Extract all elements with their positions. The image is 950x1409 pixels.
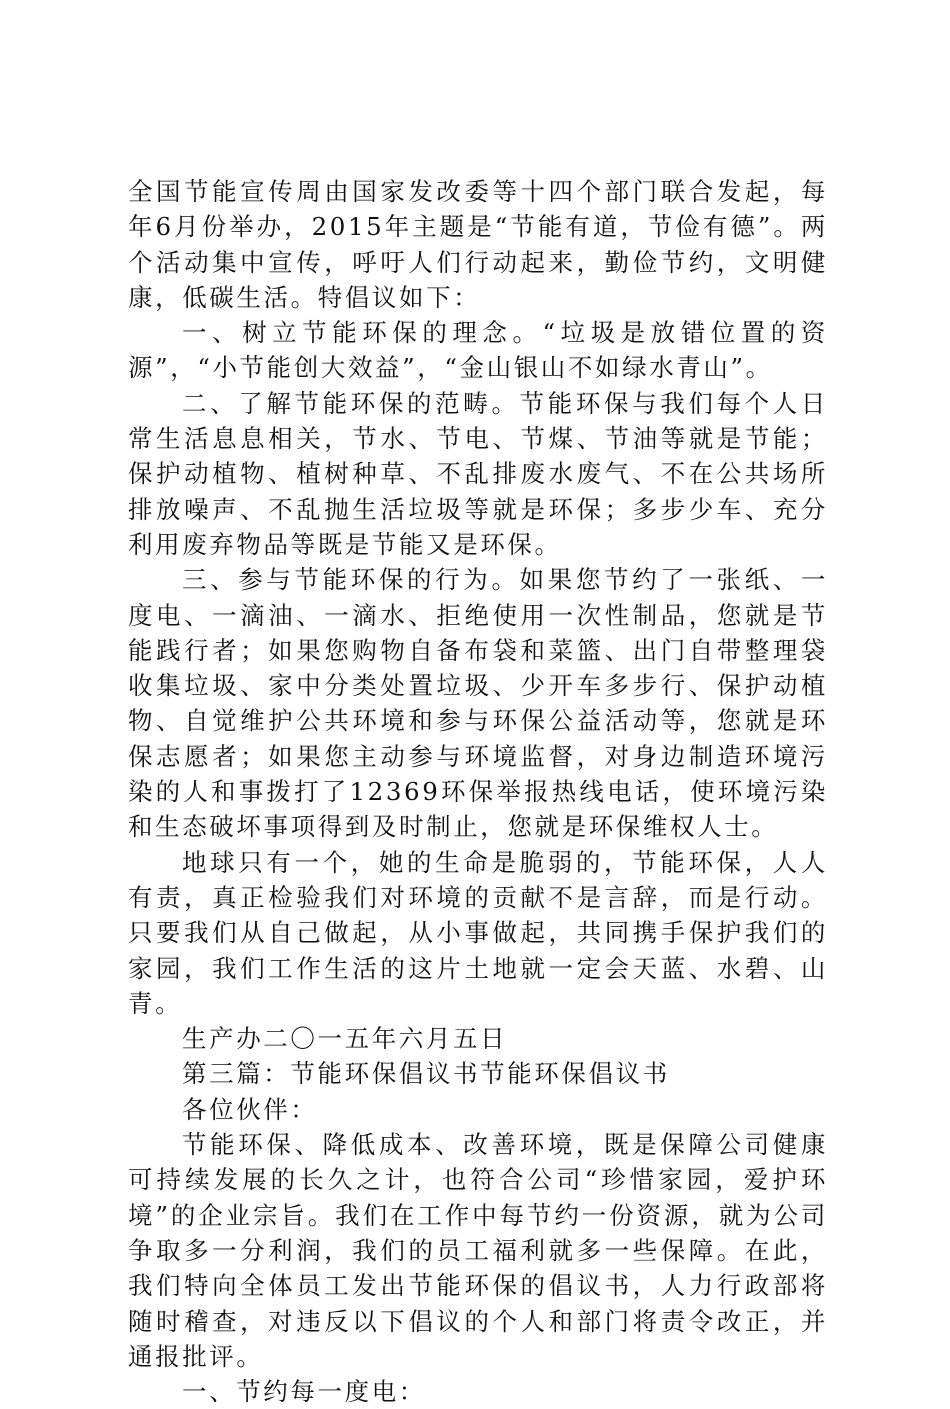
paragraph-item-one-heading: 一、节约每一度电： [182,1377,426,1407]
signature-date: 生产办二〇一五年六月五日 [182,1024,508,1054]
paragraph-point-two: 二、了解节能环保的范畴。节能环保与我们每个人日常生活息息相关，节水、节电、节煤、节油等就是节能；保护动植物、植树种草、不乱排废水废气、不在公共场所排放噪声、不乱抛生活垃圾等就是环保；多步少车、充分利用废弃物品等既是节能又是环保。 [128,388,828,559]
paragraph-intro: 全国节能宣传周由国家发改委等十四个部门联合发起，每年6月份举办，2015年主题是“节能有道，节俭有德”。两个活动集中宣传，呼吁人们行动起来，勤俭节约，文明健康，低碳生活。特倡议如下： [128,177,828,312]
paragraph-point-three: 三、参与节能环保的行为。如果您节约了一张纸、一度电、一滴油、一滴水、拒绝使用一次性制品，您就是节能践行者；如果您购物自备布袋和菜篮、出门自带整理袋收集垃圾、家中分类处置垃圾、少开车多步行、保护动植物、自觉维护公共环境和参与环保公益活动等，您就是环保志愿者；如果您主动参与环境监督，对身边制造环境污染的人和事拨打了12369环保举报热线电话，使环境污染和生态破坏事项得到及时制止，您就是环保维权人士。 [128,565,828,842]
section-title: 第三篇：节能环保倡议书节能环保倡议书 [182,1059,670,1089]
salutation: 各位伙伴： [182,1094,318,1124]
document-body [128,174,828,1409]
paragraph-proposal-intro: 节能环保、降低成本、改善环境，既是保障公司健康可持续发展的长久之计，也符合公司“珍惜家园，爱护环境”的企业宗旨。我们在工作中每节约一份资源，就为公司争取多一分利润，我们的员工福利就多一些保障。在此，我们特向全体员工发出节能环保的倡议书，人力行政部将随时稽查，对违反以下倡议的个人和部门将责令改正，并通报批评。 [128,1130,828,1371]
paragraph-point-one: 一、树立节能环保的理念。“垃圾是放错位置的资源”，“小节能创大效益”，“金山银山不如绿水青山”。 [128,318,828,383]
paragraph-conclusion: 地球只有一个，她的生命是脆弱的，节能环保，人人有责，真正检验我们对环境的贡献不是言辞，而是行动。只要我们从自己做起，从小事做起，共同携手保护我们的家园，我们工作生活的这片土地就一定会天蓝、水碧、山青。 [128,847,828,1018]
